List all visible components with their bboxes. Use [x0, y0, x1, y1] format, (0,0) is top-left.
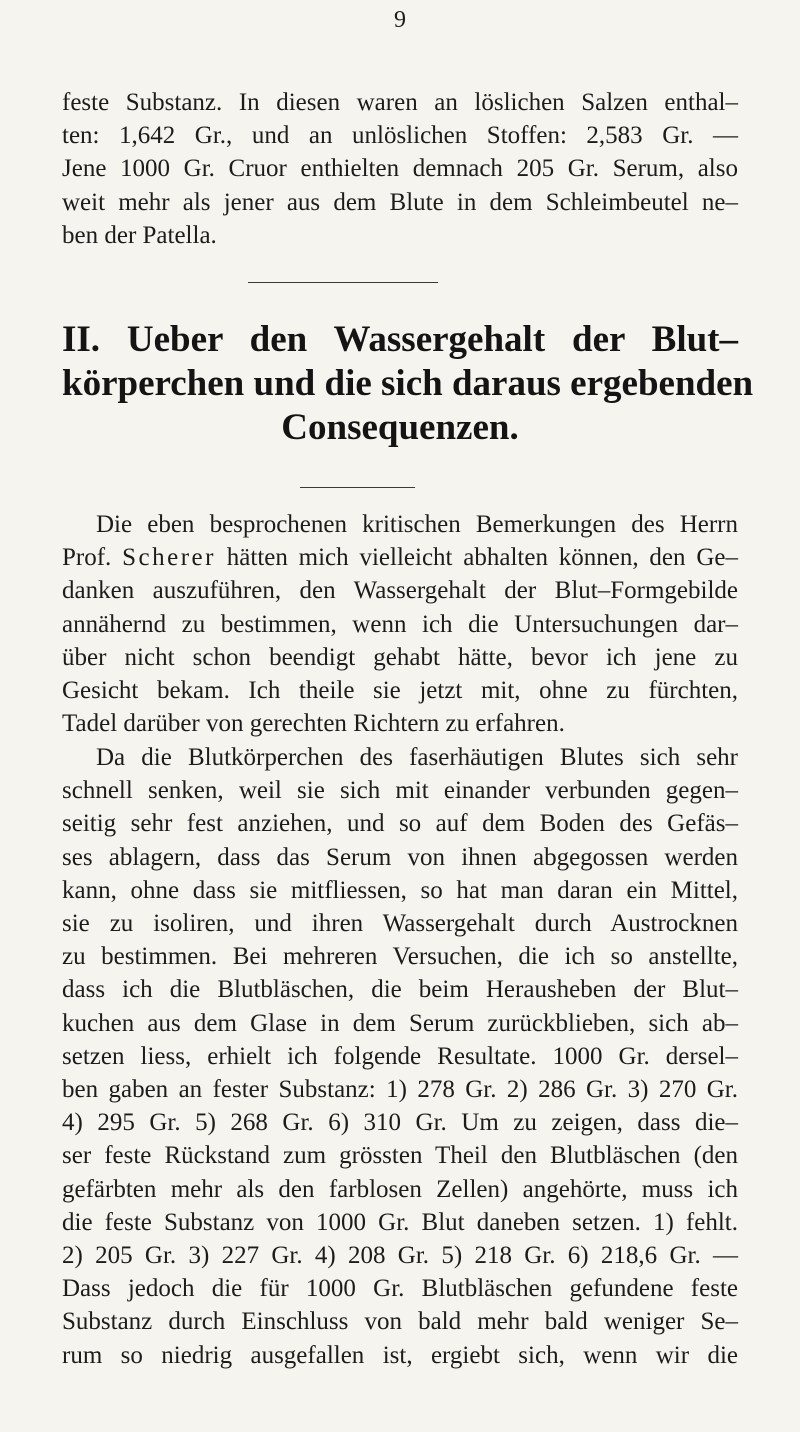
text-line: danken auszuführen, den Wassergehalt der Blut–Formgebilde — [62, 577, 738, 605]
text-line: ser feste Rückstand zum grössten Theil den Blutbläschen (den — [62, 1142, 738, 1170]
text-line: ben gaben an fester Substanz: 1) 278 Gr. 2) 286 Gr. 3) 270 Gr. — [62, 1076, 738, 1104]
section-heading — [62, 318, 754, 450]
text-line: gefärbten mehr als den farblosen Zellen) angehörte, muss ich — [62, 1175, 738, 1203]
heading-underline-rule — [300, 487, 415, 488]
text-line: Jene 1000 Gr. Cruor enthielten demnach 205 Gr. Serum, also — [62, 155, 738, 183]
text-line: Da die Blutkörperchen des faserhäutigen Blutes sich sehr — [96, 744, 738, 771]
text-line: Dass jedoch die für 1000 Gr. Blutbläschen gefundene feste — [62, 1275, 738, 1303]
text-line: schnell senken, weil sie sich mit einander verbunden gegen– — [62, 777, 738, 805]
text-line: dass ich die Blutbläschen, die beim Herausheben der Blut– — [62, 976, 738, 1004]
text-line: weit mehr als jener aus dem Blute in dem Schleimbeutel ne– — [62, 188, 738, 216]
intro-paragraph — [62, 86, 738, 252]
paragraph-1 — [62, 508, 738, 740]
text-line: Tadel darüber von gerechten Richtern zu erfahren. — [62, 710, 565, 738]
text-line: 4) 295 Gr. 5) 268 Gr. 6) 310 Gr. Um zu zeigen, dass die– — [62, 1109, 738, 1137]
text-line: seitig sehr fest anziehen, und so auf dem Boden des Gefäs– — [62, 810, 738, 838]
text-line: ben der Patella. — [62, 221, 217, 249]
section-divider — [248, 282, 438, 283]
text-line: sie zu isoliren, und ihren Wassergehalt durch Austrocknen — [62, 910, 738, 938]
text-line: die feste Substanz von 1000 Gr. Blut daneben setzen. 1) fehlt. — [62, 1208, 738, 1236]
text-line: ses ablagern, dass das Serum von ihnen abgegossen werden — [62, 843, 738, 871]
heading-line: II. Ueber den Wassergehalt der Blut– — [62, 319, 738, 360]
text-line: 2) 205 Gr. 3) 227 Gr. 4) 208 Gr. 5) 218 Gr. 6) 218,6 Gr. — — [62, 1242, 738, 1270]
text-line: feste Substanz. In diesen waren an löslichen Salzen enthal– — [62, 89, 738, 116]
text-fragment: Prof. — [62, 544, 123, 572]
text-line: ten: 1,642 Gr., und an unlöslichen Stoffen: 2,583 Gr. — — [62, 122, 738, 150]
paragraph-2 — [62, 741, 738, 1372]
heading-line: Consequenzen. — [281, 407, 519, 448]
text-line: Substanz durch Einschluss von bald mehr bald weniger Se– — [62, 1308, 738, 1336]
text-line: Gesicht bekam. Ich theile sie jetzt mit, ohne zu fürchten, — [62, 677, 738, 705]
text-line: rum so niedrig ausgefallen ist, ergiebt sich, wenn wir die — [62, 1341, 738, 1369]
text-line: zu bestimmen. Bei mehreren Versuchen, die ich so anstellte, — [62, 943, 738, 971]
text-line: über nicht schon beendigt gehabt hätte, bevor ich jene zu — [62, 643, 738, 671]
text-fragment: hätten mich vielleicht abhalten können, den Ge– — [215, 544, 738, 572]
heading-line: körperchen und die sich daraus ergebenden — [62, 363, 754, 404]
text-line: annähernd zu bestimmen, wenn ich die Untersuchungen dar– — [62, 610, 738, 638]
text-line: setzen liess, erhielt ich folgende Resultate. 1000 Gr. dersel– — [62, 1042, 738, 1070]
page-number: 9 — [394, 7, 406, 33]
text-line: Die eben besprochenen kritischen Bemerkungen des Herrn — [96, 511, 738, 538]
text-line-with-name — [62, 541, 738, 574]
text-line: kann, ohne dass sie mitfliessen, so hat man daran ein Mittel, — [62, 876, 738, 904]
text-line: kuchen aus dem Glase in dem Serum zurückblieben, sich ab– — [62, 1009, 738, 1037]
author-name: Scherer — [122, 544, 216, 572]
